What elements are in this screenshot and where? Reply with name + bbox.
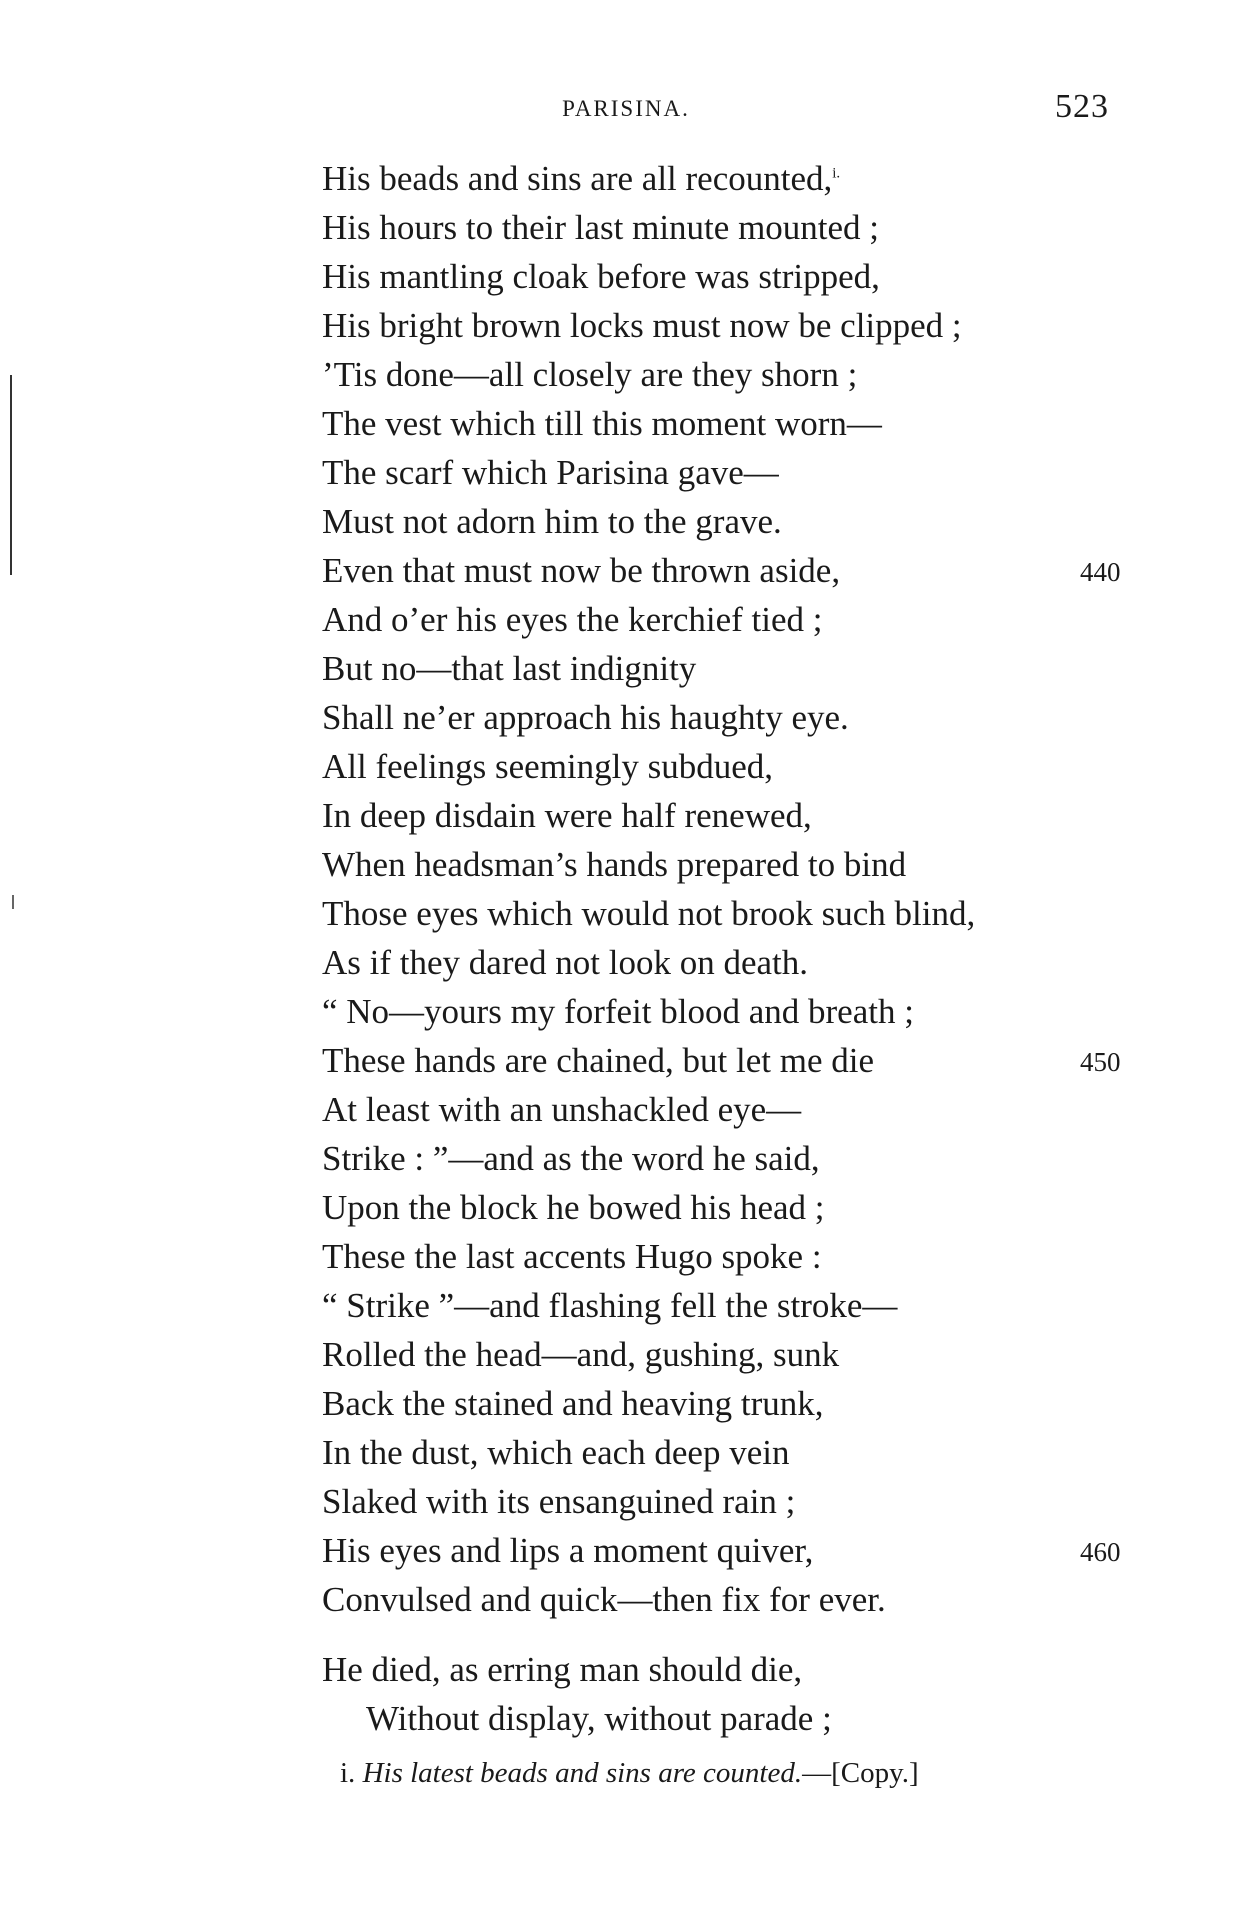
verse-line-5: ’Tis done—all closely are they shorn ; <box>322 355 858 394</box>
verse-line-9: Even that must now be thrown aside, <box>322 551 841 590</box>
verse-line-31: He died, as erring man should die, <box>322 1650 803 1689</box>
verse-line-16: Those eyes which would not brook such blind, <box>322 894 976 933</box>
page-number: 523 <box>1055 88 1109 125</box>
footnote-label: i. <box>340 1757 356 1789</box>
verse-line-22: Upon the block he bowed his head ; <box>322 1188 825 1227</box>
verse-line-7: The scarf which Parisina gave— <box>322 453 779 492</box>
verse-line-28: Slaked with its ensanguined rain ; <box>322 1482 796 1521</box>
verse-line-3: His mantling cloak before was stripped, <box>322 257 880 296</box>
verse-line-17: As if they dared not look on death. <box>322 943 809 982</box>
verse-line-10: And o’er his eyes the kerchief tied ; <box>322 600 823 639</box>
verse-line-26: Back the stained and heaving trunk, <box>322 1384 824 1423</box>
footnote-text: His latest beads and sins are counted. <box>362 1757 803 1789</box>
margin-rule <box>10 375 12 575</box>
margin-tick <box>12 895 14 909</box>
verse-line-25: Rolled the head—and, gushing, sunk <box>322 1335 840 1374</box>
verse-line-21: Strike : ”—and as the word he said, <box>322 1139 820 1178</box>
verse-line-18: “ No—yours my forfeit blood and breath ; <box>322 992 914 1031</box>
verse-line-11: But no—that last indignity <box>322 649 697 688</box>
verse-line-27: In the dust, which each deep vein <box>322 1433 790 1472</box>
footnote-source: —[Copy.] <box>802 1757 919 1789</box>
verse-line-4: His bright brown locks must now be clipped ; <box>322 306 962 345</box>
verse-line-1: His beads and sins are all recounted,$^{i.}$ <box>322 159 841 198</box>
verse-line-15: When headsman’s hands prepared to bind <box>322 845 907 884</box>
verse-line-19: These hands are chained, but let me die <box>322 1041 875 1080</box>
verse-line-20: At least with an unshackled eye— <box>322 1090 802 1129</box>
verse-line-32: Without display, without parade ; <box>366 1699 832 1738</box>
verse-line-2: His hours to their last minute mounted ; <box>322 208 880 247</box>
verse-line-12: Shall ne’er approach his haughty eye. <box>322 698 849 737</box>
verse-line-8: Must not adorn him to the grave. <box>322 502 782 541</box>
verse-line-29: His eyes and lips a moment quiver, <box>322 1531 814 1570</box>
footnote <box>340 1757 919 1790</box>
verse-line-13: All feelings seemingly subdued, <box>322 747 774 786</box>
verse-line-6: The vest which till this moment worn— <box>322 404 882 443</box>
verse-line-23: These the last accents Hugo spoke : <box>322 1237 822 1276</box>
line-number-450: 450 <box>1080 1047 1121 1077</box>
line-number-440: 440 <box>1080 557 1121 587</box>
verse-line-30: Convulsed and quick—then fix for ever. <box>322 1580 886 1619</box>
verse-line-24: “ Strike ”—and flashing fell the stroke— <box>322 1286 898 1325</box>
footnote-marker: i. <box>832 165 841 182</box>
verse-line-14: In deep disdain were half renewed, <box>322 796 812 835</box>
running-title: PARISINA. <box>562 96 690 121</box>
line-number-460: 460 <box>1080 1537 1121 1567</box>
